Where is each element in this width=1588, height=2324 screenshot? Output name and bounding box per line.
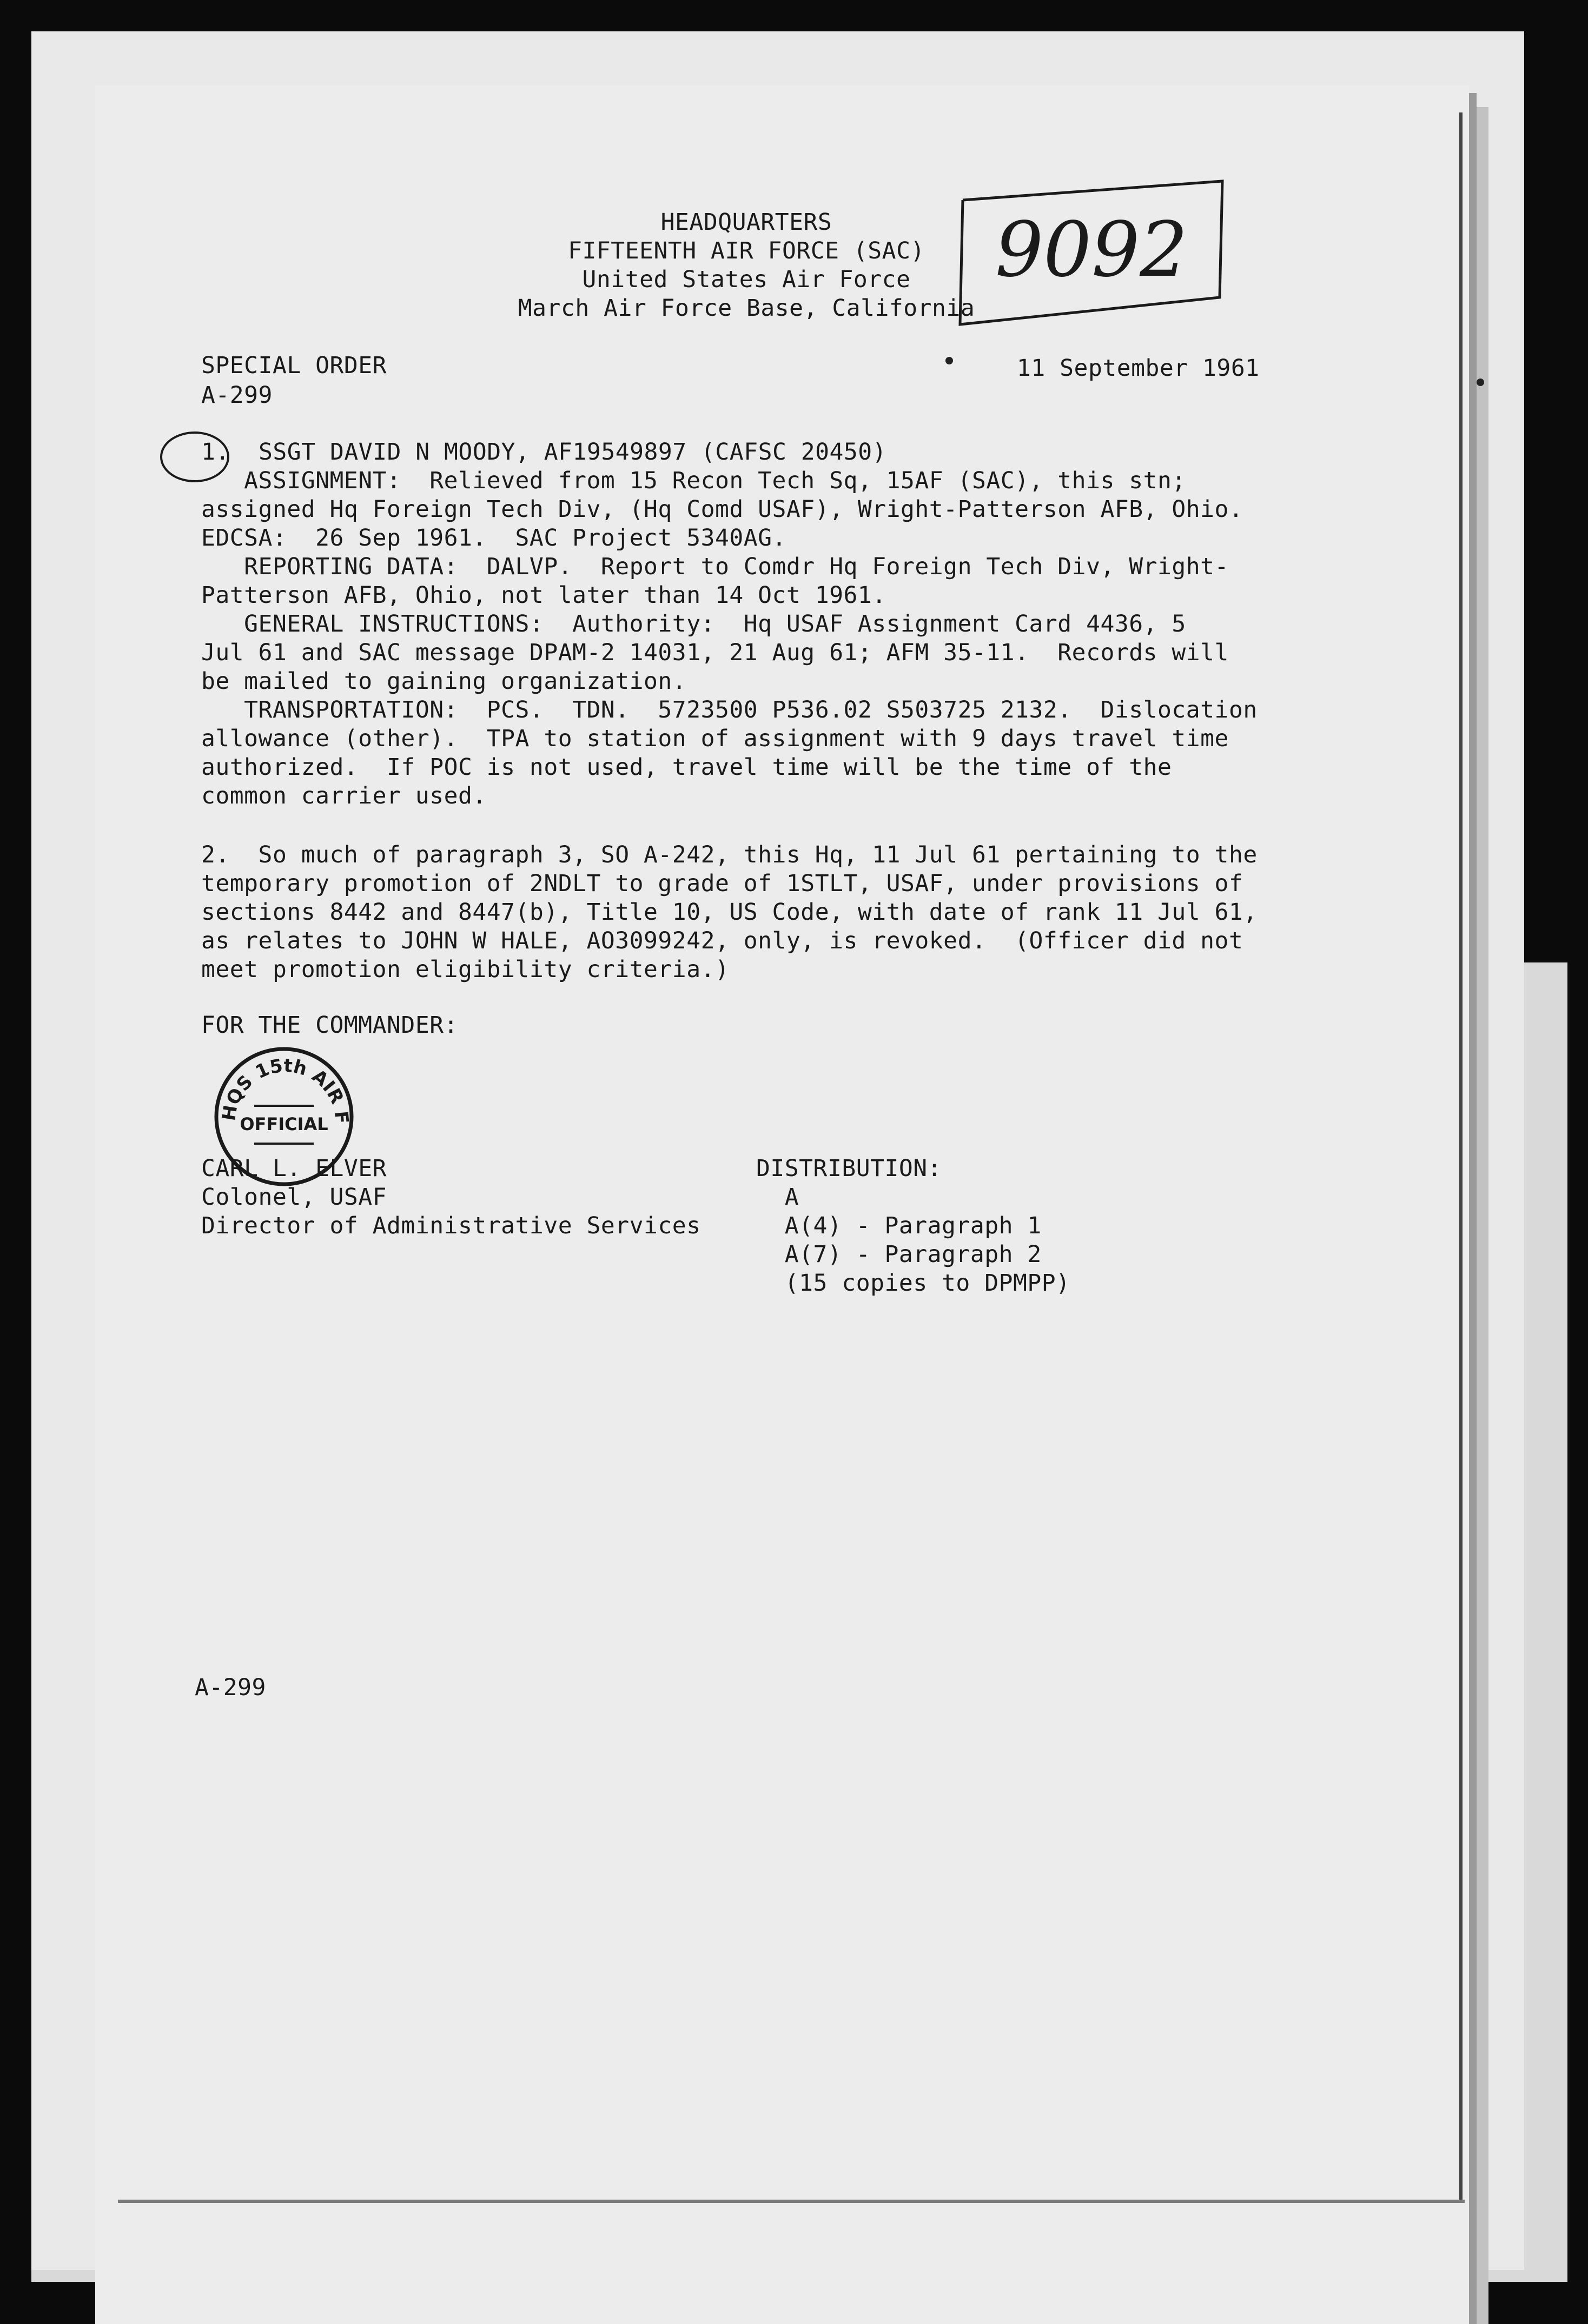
header-line: HEADQUARTERS [660,209,832,236]
distribution-line: A(7) - Paragraph 2 [756,1241,1042,1268]
distribution-line: (15 copies to DPMPP) [756,1270,1070,1297]
stamp-center-text: OFFICIAL [240,1114,328,1134]
header-line: FIFTEENTH AIR FORCE (SAC) [568,237,925,264]
header-line: United States Air Force [582,266,911,293]
sheet-edge-line [1459,112,1463,2200]
paragraph2-line: 2. So much of paragraph 3, SO A-242, this Hq, 11 Jul 61 pertaining to the [201,841,1258,868]
order-number: A-299 [201,382,273,409]
handwritten-number: 9092 [995,206,1188,294]
distribution-line: A [756,1184,799,1211]
header-line: March Air Force Base, California [518,295,975,322]
paragraph1-line: GENERAL INSTRUCTIONS: Authority: Hq USAF Assignment Card 4436, 5 [201,610,1186,638]
paragraph2-line: sections 8442 and 8447(b), Title 10, US Code, with date of rank 11 Jul 61, [201,899,1258,926]
distribution-line: DISTRIBUTION: [756,1155,942,1182]
paragraph1-line: authorized. If POC is not used, travel time will be the time of the [201,754,1172,781]
order-date: 11 September 1961 [1017,355,1260,382]
stamp-ring-text: HQS 15th AIR F [218,1055,353,1125]
ink-dot [945,357,953,364]
paragraph1-line: TRANSPORTATION: PCS. TDN. 5723500 P536.02 S503725 2132. Dislocation [201,696,1258,723]
paragraph2-line: meet promotion eligibility criteria.) [201,956,730,983]
for-commander-label: FOR THE COMMANDER: [201,1012,458,1039]
paragraph-number: 1. [201,439,230,466]
paragraph1-line: ASSIGNMENT: Relieved from 15 Recon Tech Sq, 15AF (SAC), this stn; [201,467,1186,494]
special-order-label: SPECIAL ORDER [201,352,387,379]
paragraph1-line: REPORTING DATA: DALVP. Report to Comdr Hq Foreign Tech Div, Wright- [201,553,1229,580]
paragraph2-line: as relates to JOHN W HALE, AO3099242, only, is revoked. (Officer did not [201,927,1243,954]
distribution-line: A(4) - Paragraph 1 [756,1212,1042,1239]
signature-title: Director of Administrative Services [201,1212,701,1239]
paragraph1-line: allowance (other). TPA to station of assignment with 9 days travel time [201,725,1229,752]
signature-name: CARL L. ELVER [201,1155,387,1182]
paragraph1-line: assigned Hq Foreign Tech Div, (Hq Comd USAF), Wright-Patterson AFB, Ohio. [201,496,1243,523]
paragraph1-line: EDCSA: 26 Sep 1961. SAC Project 5340AG. [201,524,786,552]
sheet-edge-line [118,2200,1465,2203]
paragraph1-line: Jul 61 and SAC message DPAM-2 14031, 21 Aug 61; AFM 35-11. Records will [201,639,1229,666]
handwritten-number-box [952,178,1233,341]
svg-text:HQS 15th AIR FORCE [211,1044,353,1125]
paragraph2-line: temporary promotion of 2NDLT to grade of 1STLT, USAF, under provisions of [201,870,1243,897]
paragraph1-line: SSGT DAVID N MOODY, AF19549897 (CAFSC 20450) [259,439,887,466]
paragraph1-line: common carrier used. [201,782,487,809]
paragraph1-line: be mailed to gaining organization. [201,668,687,695]
paragraph1-line: Patterson AFB, Ohio, not later than 14 Oct 1961. [201,582,886,609]
ink-dot [1477,379,1484,386]
footer-order-number: A-299 [195,1674,266,1701]
signature-rank: Colonel, USAF [201,1184,387,1211]
